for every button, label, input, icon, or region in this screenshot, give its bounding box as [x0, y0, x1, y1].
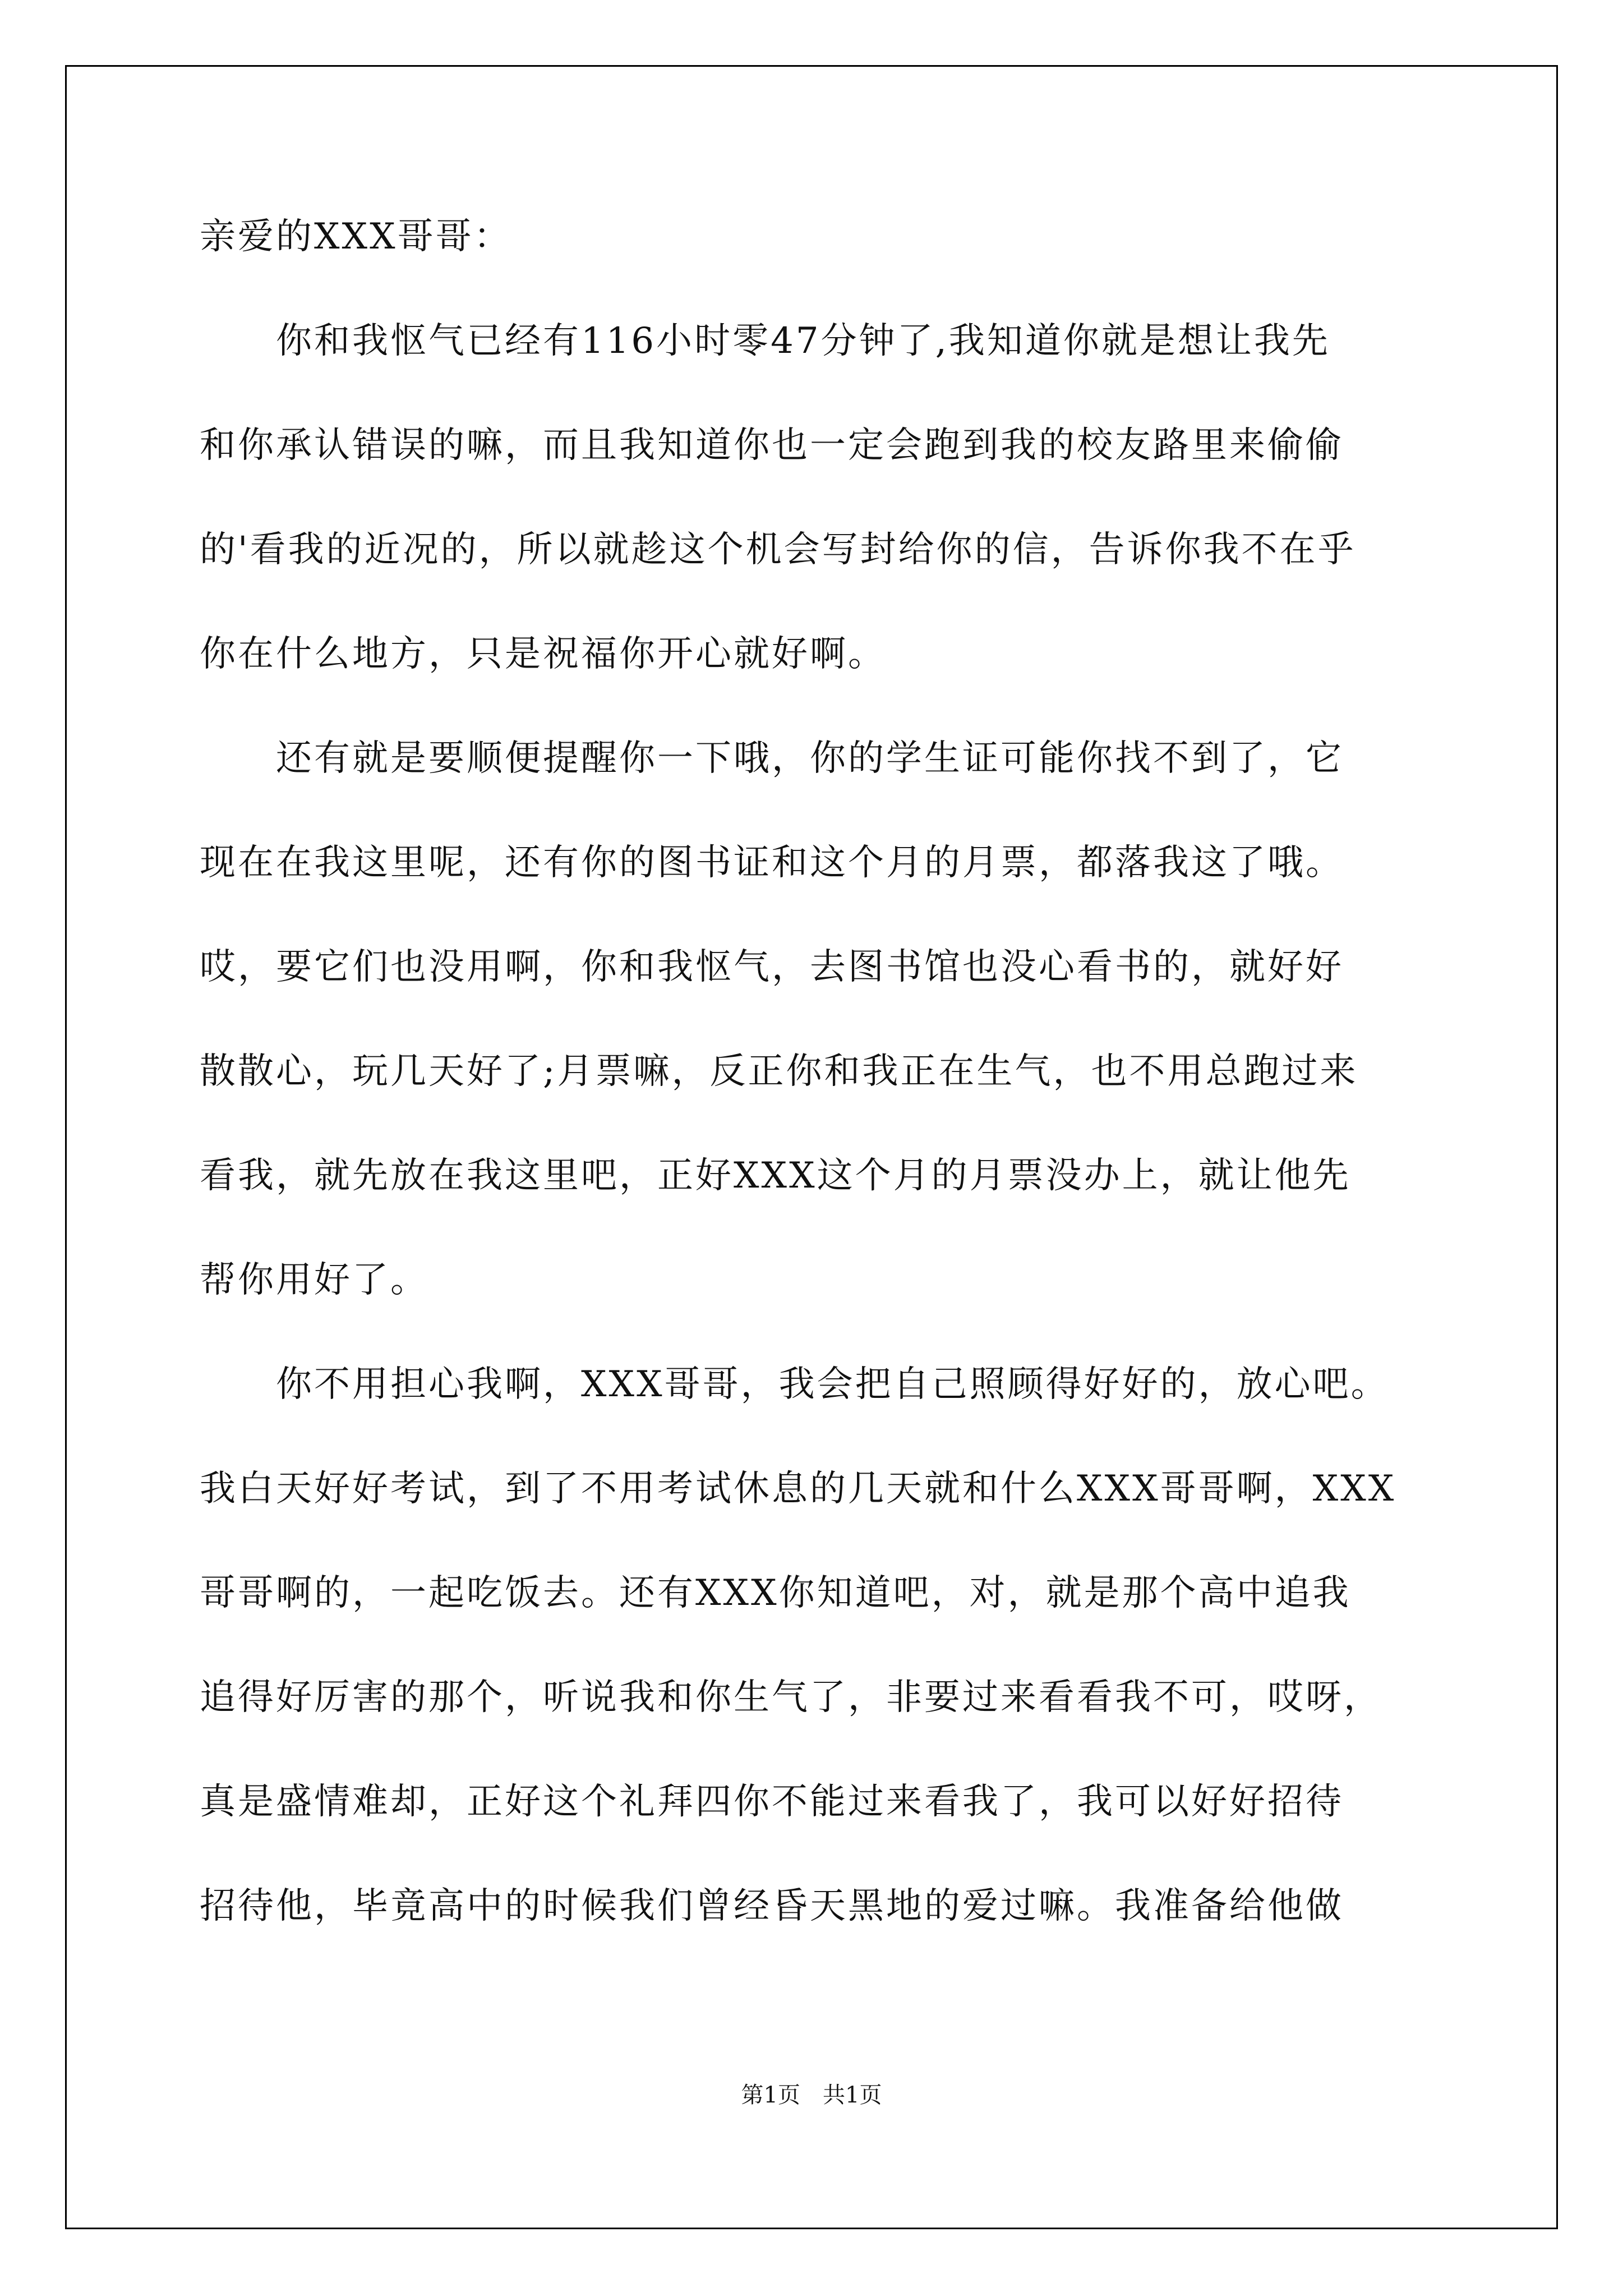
paragraph-1-line: 你和我怄气已经有116小时零47分钟了,我知道你就是想让我先 — [200, 320, 1330, 362]
paragraph-2-line: 散散心，玩几天好了;月票嘛，反正你和我正在生气，也不用总跑过来 — [200, 1051, 1358, 1092]
paragraph-2-line: 看我，就先放在我这里吧，正好XXX这个月的月票没办上，就让他先 — [200, 1155, 1351, 1197]
paragraph-3-line: 我白天好好考试，到了不用考试休息的几天就和什么XXX哥哥啊，XXX — [200, 1468, 1396, 1510]
paragraph-2-line: 帮你用好了。 — [200, 1259, 428, 1301]
paragraph-3-line: 你不用担心我啊，XXX哥哥，我会把自己照顾得好好的，放心吧。 — [200, 1364, 1389, 1405]
paragraph-2-line: 哎，要它们也没用啊，你和我怄气，去图书馆也没心看书的，就好好 — [200, 946, 1344, 988]
paragraph-3-line: 招待他，毕竟高中的时候我们曾经昏天黑地的爱过嘛。我准备给他做 — [200, 1885, 1344, 1927]
paragraph-1-line: 你在什么地方，只是祝福你开心就好啊。 — [200, 633, 886, 675]
page-number-footer: 第1页 共1页 — [741, 2082, 882, 2108]
paragraph-3-line: 哥哥啊的，一起吃饭去。还有XXX你知道吧，对，就是那个高中追我 — [200, 1572, 1351, 1614]
paragraph-2-line: 现在在我这里呢，还有你的图书证和这个月的月票，都落我这了哦。 — [200, 842, 1344, 884]
paragraph-1-line: 和你承认错误的嘛，而且我知道你也一定会跑到我的校友路里来偷偷 — [200, 425, 1344, 466]
paragraph-1-line: 的'看我的近况的，所以就趁这个机会写封给你的信，告诉你我不在乎 — [200, 529, 1356, 570]
salutation: 亲爱的XXX哥哥： — [200, 216, 512, 257]
paragraph-2-line: 还有就是要顺便提醒你一下哦，你的学生证可能你找不到了，它 — [200, 738, 1344, 779]
paragraph-3-line: 真是盛情难却，正好这个礼拜四你不能过来看我了，我可以好好招待 — [200, 1781, 1344, 1823]
paragraph-3-line: 追得好厉害的那个，听说我和你生气了，非要过来看看我不可，哎呀， — [200, 1677, 1382, 1718]
